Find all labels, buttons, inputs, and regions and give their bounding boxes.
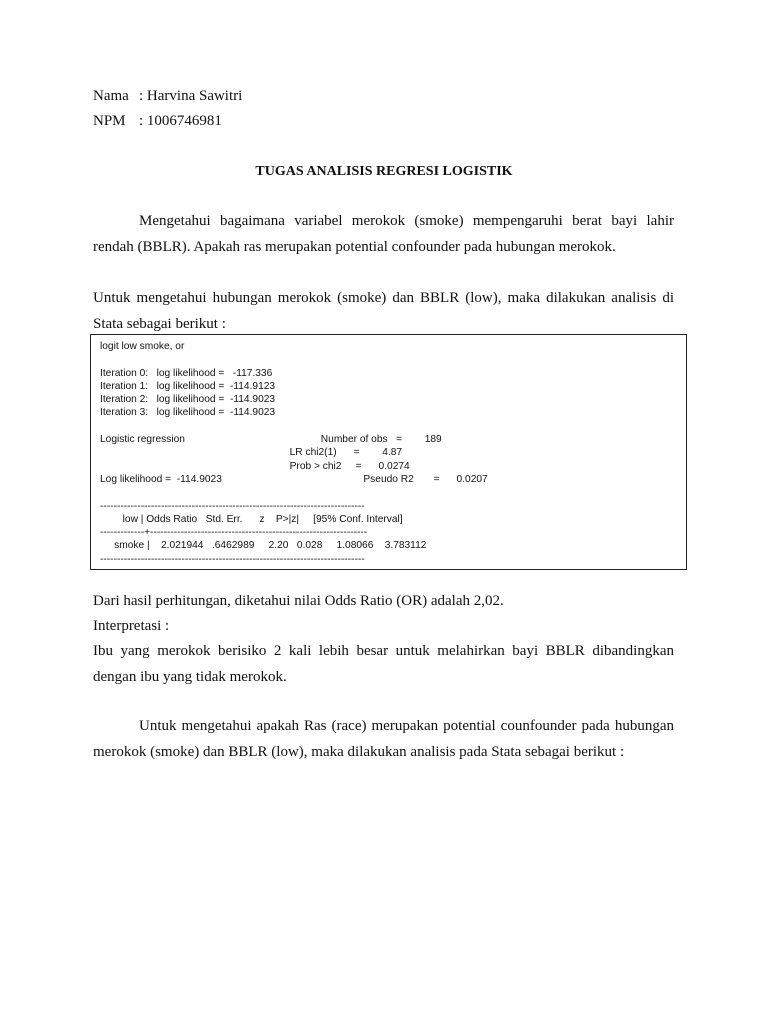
name-label: Nama [93, 88, 129, 104]
stata-output-line: Log likelihood = -114.9023 Pseudo R2 = 0.0207 [100, 473, 488, 485]
stata-output-text [100, 340, 488, 566]
stata-output-line: ------------------------------------------------------------------------------ [100, 500, 365, 512]
confounder-intro-paragraph: Untuk mengetahui apakah Ras (race) merupakan potential counfounder pada hubungan merokok (smoke) dan BBLR (low), maka dilakukan analisis pada Stata sebagai berikut : [93, 718, 674, 760]
stata-output-line: Logistic regression Number of obs = 189 [100, 434, 442, 446]
intro-paragraph: Mengetahui bagaimana variabel merokok (smoke) mempengaruhi berat bayi lahir rendah (BBLR). Apakah ras merupakan potential confounder pada hubungan merokok. [93, 213, 674, 255]
npm-label: NPM [93, 113, 126, 129]
stata-output-line: low | Odds Ratio Std. Err. z P>|z| [95% Conf. Interval] [100, 513, 403, 525]
name-row [93, 86, 242, 106]
interpretation-paragraph: Ibu yang merokok berisiko 2 kali lebih besar untuk melahirkan bayi BBLR dibandingkan dengan ibu yang tidak merokok. [93, 643, 674, 685]
stata-output-line: -------------+---------------------------------------------------------------- [100, 527, 368, 539]
stata-output-box [90, 334, 687, 570]
stata-output-line: LR chi2(1) = 4.87 [100, 447, 403, 459]
analysis-intro-paragraph: Untuk mengetahui hubungan merokok (smoke) dan BBLR (low), maka dilakukan analisis di Stata sebagai berikut : [93, 290, 674, 332]
document-title: TUGAS ANALISIS REGRESI LOGISTIK [255, 164, 513, 179]
stata-output-line: Iteration 3: log likelihood = -114.9023 [100, 407, 276, 419]
name-value: : Harvina Sawitri [139, 88, 243, 104]
npm-row [93, 111, 222, 131]
interpretation-label: Interpretasi : [93, 618, 170, 634]
npm-value: : 1006746981 [139, 113, 222, 129]
stata-output-line: logit low smoke, or [100, 341, 185, 352]
result-paragraph: Dari hasil perhitungan, diketahui nilai Odds Ratio (OR) adalah 2,02. [93, 593, 504, 609]
stata-output-line: Iteration 0: log likelihood = -117.336 [100, 367, 273, 379]
stata-output-line: smoke | 2.021944 .6462989 2.20 0.028 1.08066 3.783112 [100, 540, 427, 552]
stata-output-line: ------------------------------------------------------------------------------ [100, 553, 365, 565]
stata-output-line: Iteration 2: log likelihood = -114.9023 [100, 394, 276, 406]
stata-output-line: Iteration 1: log likelihood = -114.9123 [100, 380, 276, 392]
stata-output-line: Prob > chi2 = 0.0274 [100, 460, 410, 472]
